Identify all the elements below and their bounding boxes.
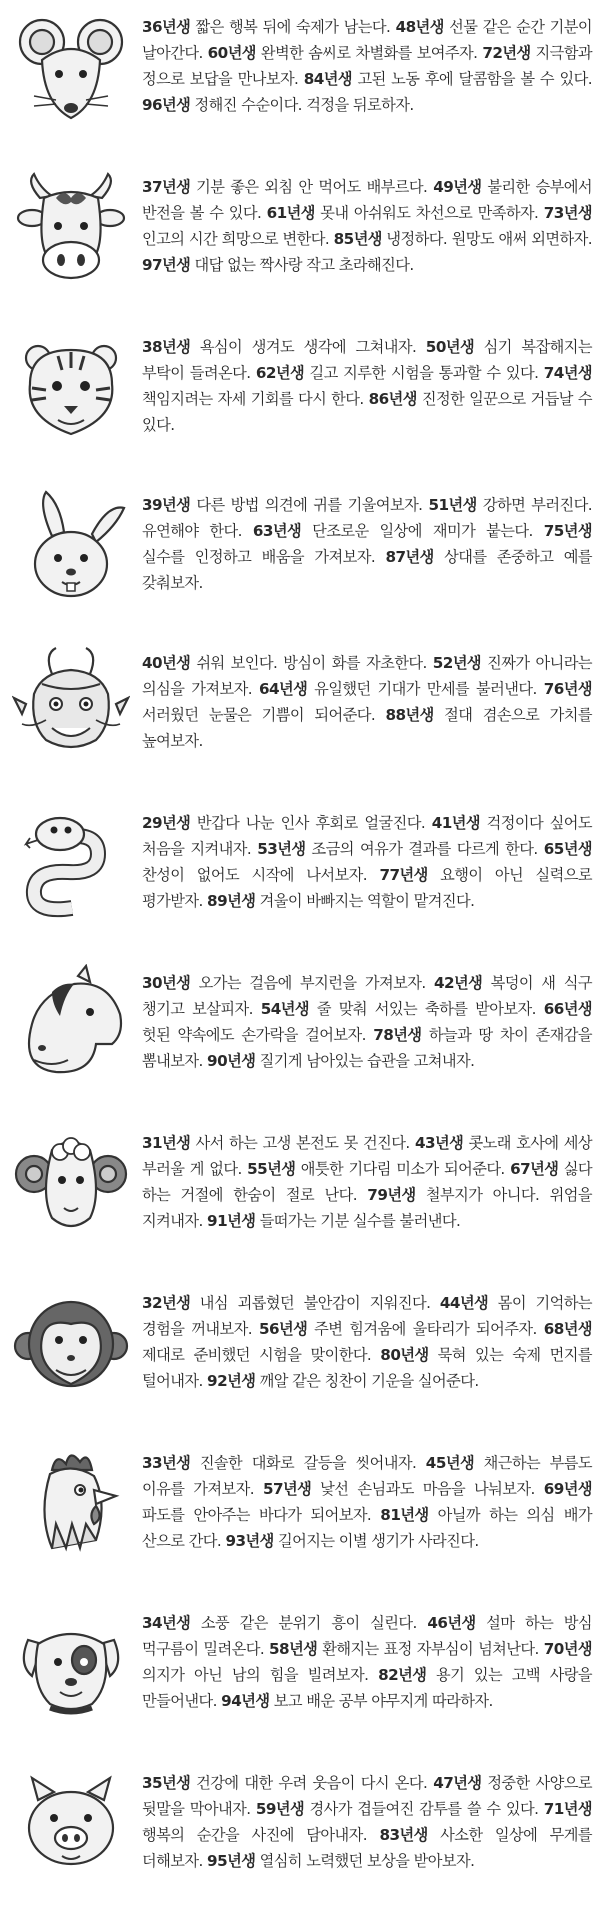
zodiac-entry-snake [0,796,600,956]
fortune-line: 철부지가 아니다. 위엄을 지켜내자. [142,1186,592,1230]
birth-year: 73년생 [543,204,592,222]
zodiac-entry-tiger [0,320,600,478]
birth-year: 39년생 [142,496,191,514]
year-fortune [334,230,592,248]
birth-year: 47년생 [433,1774,482,1792]
fortune-text [142,970,592,1074]
fortune-text [142,1130,592,1234]
zodiac-entry-pig [0,1756,600,1921]
dog-icon [12,1604,130,1722]
fortune-line: 채근하는 부름도 이유를 가져보자. [142,1454,592,1498]
birth-year: 80년생 [380,1346,429,1364]
fortune-line: 사서 하는 고생 본전도 못 건진다. [190,1134,415,1152]
birth-year: 41년생 [431,814,480,832]
year-fortune [142,654,433,672]
year-fortune [247,1160,510,1178]
birth-year: 34년생 [142,1614,191,1632]
fortune-line: 보고 배운 공부 야무지게 따라하자. [269,1692,493,1710]
year-fortune [225,1532,478,1550]
snake-icon [12,804,130,922]
sheep-icon [12,1124,130,1242]
year-fortune [207,1372,479,1390]
birth-year: 66년생 [543,1000,592,1018]
birth-year: 64년생 [258,680,308,698]
fortune-line: 절대 겸손으로 가치를 높여보자. [142,706,592,750]
year-fortune [142,18,396,36]
birth-year: 63년생 [252,522,302,540]
fortune-line: 상대를 존중하고 예를 갖춰보자. [142,548,592,592]
birth-year: 76년생 [543,680,592,698]
fortune-line: 복덩이 새 식구 챙기고 보살피자. [142,974,592,1018]
year-fortune [142,338,426,356]
fortune-text [142,492,592,596]
year-fortune [142,1454,426,1472]
fortune-line: 진정한 일꾼으로 거듭날 수 있다. [142,390,592,434]
year-fortune [142,974,434,992]
birth-year: 58년생 [269,1640,318,1658]
ox-icon [12,168,130,286]
fortune-line: 지극함과 정으로 보답을 만나보자. [142,44,592,88]
fortune-line: 요행이 아닌 실력으로 평가받자. [142,866,592,910]
year-fortune [259,1320,544,1338]
birth-year: 78년생 [373,1026,422,1044]
birth-year: 96년생 [142,96,191,114]
birth-year: 68년생 [543,1320,592,1338]
year-fortune [261,1000,544,1018]
year-fortune [142,496,429,514]
birth-year: 84년생 [303,70,353,88]
birth-year: 67년생 [510,1160,559,1178]
zodiac-entry-dog [0,1596,600,1756]
birth-year: 59년생 [255,1800,305,1818]
birth-year: 83년생 [379,1826,428,1844]
fortune-line: 행복의 순간을 사진에 담아내자. [142,1826,380,1844]
year-fortune [142,1134,415,1152]
zodiac-entry-rabbit [0,478,600,636]
birth-year: 45년생 [425,1454,475,1472]
birth-year: 37년생 [142,178,191,196]
zodiac-entry-monkey [0,1276,600,1436]
birth-year: 62년생 [255,364,305,382]
birth-year: 43년생 [414,1134,464,1152]
year-fortune [256,364,544,382]
year-fortune [256,1800,544,1818]
birth-year: 36년생 [142,18,191,36]
fortune-line: 짧은 행복 뒤에 숙제가 남는다. [190,18,396,36]
fortune-text [142,810,592,914]
fortune-text [142,1610,592,1714]
year-fortune [253,522,544,540]
year-fortune [207,1212,460,1230]
zodiac-entry-rat [0,0,600,160]
fortune-line: 오가는 걸음에 부지런을 가져보자. [190,974,434,992]
fortune-line: 싫다 하는 거절에 한숨이 절로 난다. [142,1160,592,1204]
fortune-line: 경사가 겹들여진 감투를 쓸 수 있다. [304,1800,544,1818]
year-fortune [221,1692,493,1710]
birth-year: 90년생 [207,1052,256,1070]
fortune-text [142,174,592,278]
birth-year: 54년생 [260,1000,310,1018]
fortune-line: 건강에 대한 우려 웃음이 다시 온다. [190,1774,434,1792]
birth-year: 86년생 [368,390,417,408]
birth-year: 50년생 [425,338,475,356]
fortune-line: 묵혀 있는 숙제 먼지를 털어내자. [142,1346,592,1390]
birth-year: 95년생 [207,1852,256,1870]
birth-year: 94년생 [221,1692,270,1710]
fortune-line: 책임지려는 자세 기회를 다시 한다. [142,390,369,408]
fortune-text [142,1770,592,1874]
fortune-line: 실수를 인정하고 배움을 가져보자. [142,548,386,566]
birth-year: 35년생 [142,1774,191,1792]
birth-year: 87년생 [385,548,434,566]
year-fortune [142,178,433,196]
fortune-line: 대답 없는 짝사랑 작고 초라해진다. [190,256,414,274]
fortune-line: 제대로 준비했던 시험을 맞이한다. [142,1346,381,1364]
birth-year: 56년생 [258,1320,308,1338]
fortune-line: 질기게 남아있는 습관을 고쳐내자. [255,1052,475,1070]
birth-year: 44년생 [439,1294,489,1312]
birth-year: 85년생 [333,230,382,248]
fortune-line: 못내 아쉬워도 차선으로 만족하자. [314,204,544,222]
fortune-line: 사소한 일상에 무게를 더해보자. [142,1826,592,1870]
birth-year: 53년생 [257,840,306,858]
year-fortune [259,680,544,698]
birth-year: 72년생 [482,44,531,62]
year-fortune [207,892,474,910]
birth-year: 30년생 [142,974,191,992]
zodiac-entry-ox [0,160,600,320]
zodiac-entry-horse [0,956,600,1116]
fortune-line: 정중한 사양으로 뒷말을 막아내자. [142,1774,593,1818]
year-fortune [207,1852,474,1870]
fortune-line: 냉정하다. 원망도 애써 외면하자. [381,230,592,248]
tiger-icon [12,328,130,446]
fortune-text [142,1290,592,1394]
birth-year: 38년생 [142,338,191,356]
birth-year: 32년생 [142,1294,191,1312]
fortune-line: 완벽한 솜씨로 차별화를 보여주자. [255,44,483,62]
zodiac-entry-dragon [0,636,600,796]
birth-year: 97년생 [142,256,191,274]
fortune-line: 내심 괴롭혔던 불안감이 지워진다. [190,1294,440,1312]
year-fortune [304,70,592,88]
birth-year: 75년생 [543,522,592,540]
fortune-line: 콧노래 호사에 세상 부러울 게 없다. [142,1134,593,1178]
fortune-line: 서러웠던 눈물은 기쁨이 되어준다. [142,706,386,724]
fortune-line: 소풍 같은 분위기 흥이 실린다. [190,1614,428,1632]
birth-year: 92년생 [207,1372,256,1390]
fortune-line: 인고의 시간 희망으로 변한다. [142,230,334,248]
birth-year: 33년생 [142,1454,191,1472]
birth-year: 74년생 [543,364,592,382]
fortune-line: 고된 노동 후에 달콤함을 볼 수 있다. [352,70,592,88]
fortune-line: 불리한 승부에서 반전을 볼 수 있다. [142,178,593,222]
fortune-line: 진짜가 아니라는 의심을 가져보자. [142,654,592,698]
fortune-line: 줄 맞춰 서있는 축하를 받아보자. [309,1000,544,1018]
fortune-line: 찬성이 없어도 시작에 나서보자. [142,866,380,884]
year-fortune [269,1640,544,1658]
fortune-line: 욕심이 생겨도 생각에 그쳐내자. [190,338,426,356]
fortune-line: 강하면 부러진다. 유연해야 한다. [142,496,593,540]
fortune-line: 파도를 안아주는 바다가 되어보자. [142,1506,381,1524]
birth-year: 88년생 [385,706,434,724]
fortune-line: 헛된 약속에도 손가락을 걸어보자. [142,1026,374,1044]
fortune-line: 열심히 노력했던 보상을 받아보자. [255,1852,475,1870]
fortune-line: 유일했던 기대가 만세를 불러낸다. [307,680,544,698]
fortune-line: 길어지는 이별 생기가 사라진다. [273,1532,479,1550]
fortune-line: 심기 복잡해지는 부탁이 들려온다. [142,338,592,382]
fortune-text [142,650,592,754]
birth-year: 91년생 [207,1212,256,1230]
birth-year: 89년생 [207,892,256,910]
year-fortune [207,1052,474,1070]
fortune-line: 낯선 손님과도 마음을 나눠보자. [311,1480,544,1498]
birth-year: 60년생 [207,44,256,62]
birth-year: 46년생 [427,1614,476,1632]
fortune-line: 하늘과 땅 차이 존재감을 뽐내보자. [142,1026,592,1070]
fortune-text [142,334,592,438]
fortune-line: 용기 있는 고백 사랑을 만들어낸다. [142,1666,592,1710]
fortune-line: 들떠가는 기분 실수를 불러낸다. [255,1212,461,1230]
fortune-text [142,1450,592,1554]
birth-year: 49년생 [433,178,482,196]
year-fortune [142,96,414,114]
rat-icon [12,8,130,126]
birth-year: 57년생 [262,1480,312,1498]
birth-year: 77년생 [379,866,428,884]
zodiac-entry-sheep [0,1116,600,1276]
fortune-line: 걱정이다 싶어도 처음을 지켜내자. [142,814,593,858]
fortune-line: 몸이 기억하는 경험을 꺼내보자. [142,1294,592,1338]
birth-year: 69년생 [543,1480,592,1498]
birth-year: 48년생 [395,18,444,36]
birth-year: 51년생 [428,496,477,514]
birth-year: 81년생 [380,1506,429,1524]
fortune-line: 다른 방법 의견에 귀를 기울여보자. [190,496,429,514]
year-fortune [142,1294,440,1312]
fortune-line: 애틋한 기다림 미소가 되어준다. [295,1160,511,1178]
year-fortune [142,814,432,832]
fortune-line: 단조로운 일상에 재미가 붙는다. [301,522,544,540]
year-fortune [267,204,544,222]
birth-year: 29년생 [142,814,191,832]
birth-year: 55년생 [247,1160,296,1178]
pig-icon [12,1764,130,1882]
fortune-line: 기분 좋은 외침 안 먹어도 배부르다. [190,178,434,196]
birth-year: 31년생 [142,1134,191,1152]
birth-year: 82년생 [378,1666,427,1684]
fortune-line: 겨울이 바빠지는 역할이 맡겨진다. [255,892,475,910]
birth-year: 70년생 [543,1640,592,1658]
fortune-line: 쉬워 보인다. 방심이 화를 자초한다. [190,654,433,672]
zodiac-entry-rooster [0,1436,600,1596]
fortune-text [142,14,592,118]
birth-year: 40년생 [142,654,191,672]
birth-year: 79년생 [367,1186,416,1204]
fortune-line: 깨알 같은 칭찬이 기운을 실어준다. [255,1372,479,1390]
birth-year: 71년생 [543,1800,592,1818]
year-fortune [142,1614,427,1632]
year-fortune [208,44,483,62]
birth-year: 52년생 [432,654,482,672]
birth-year: 93년생 [225,1532,274,1550]
fortune-line: 의지가 아닌 남의 힘을 빌려보자. [142,1666,379,1684]
monkey-icon [12,1284,130,1402]
fortune-line: 아닐까 하는 의심 배가 산으로 간다. [142,1506,592,1550]
fortune-line: 설마 하는 방심 먹구름이 밀려온다. [142,1614,592,1658]
birth-year: 61년생 [266,204,315,222]
fortune-line: 진솔한 대화로 갈등을 씻어내자. [190,1454,426,1472]
rabbit-icon [12,486,130,604]
fortune-line: 길고 지루한 시험을 통과할 수 있다. [304,364,544,382]
fortune-line: 선물 같은 순간 기분이 날아간다. [142,18,592,62]
birth-year: 42년생 [433,974,483,992]
year-fortune [257,840,544,858]
birth-year: 65년생 [543,840,593,858]
year-fortune [142,256,414,274]
fortune-line: 반갑다 나눈 인사 후회로 얼굴진다. [190,814,432,832]
fortune-line: 환해지는 표정 자부심이 넘쳐난다. [317,1640,544,1658]
horse-icon [12,964,130,1082]
fortune-line: 주변 힘겨움에 울타리가 되어주자. [307,1320,544,1338]
dragon-icon [12,644,130,762]
rooster-icon [12,1444,130,1562]
fortune-line: 정해진 수순이다. 걱정을 뒤로하자. [190,96,414,114]
year-fortune [142,1774,433,1792]
fortune-line: 조금의 여유가 결과를 다르게 한다. [305,840,544,858]
year-fortune [263,1480,544,1498]
